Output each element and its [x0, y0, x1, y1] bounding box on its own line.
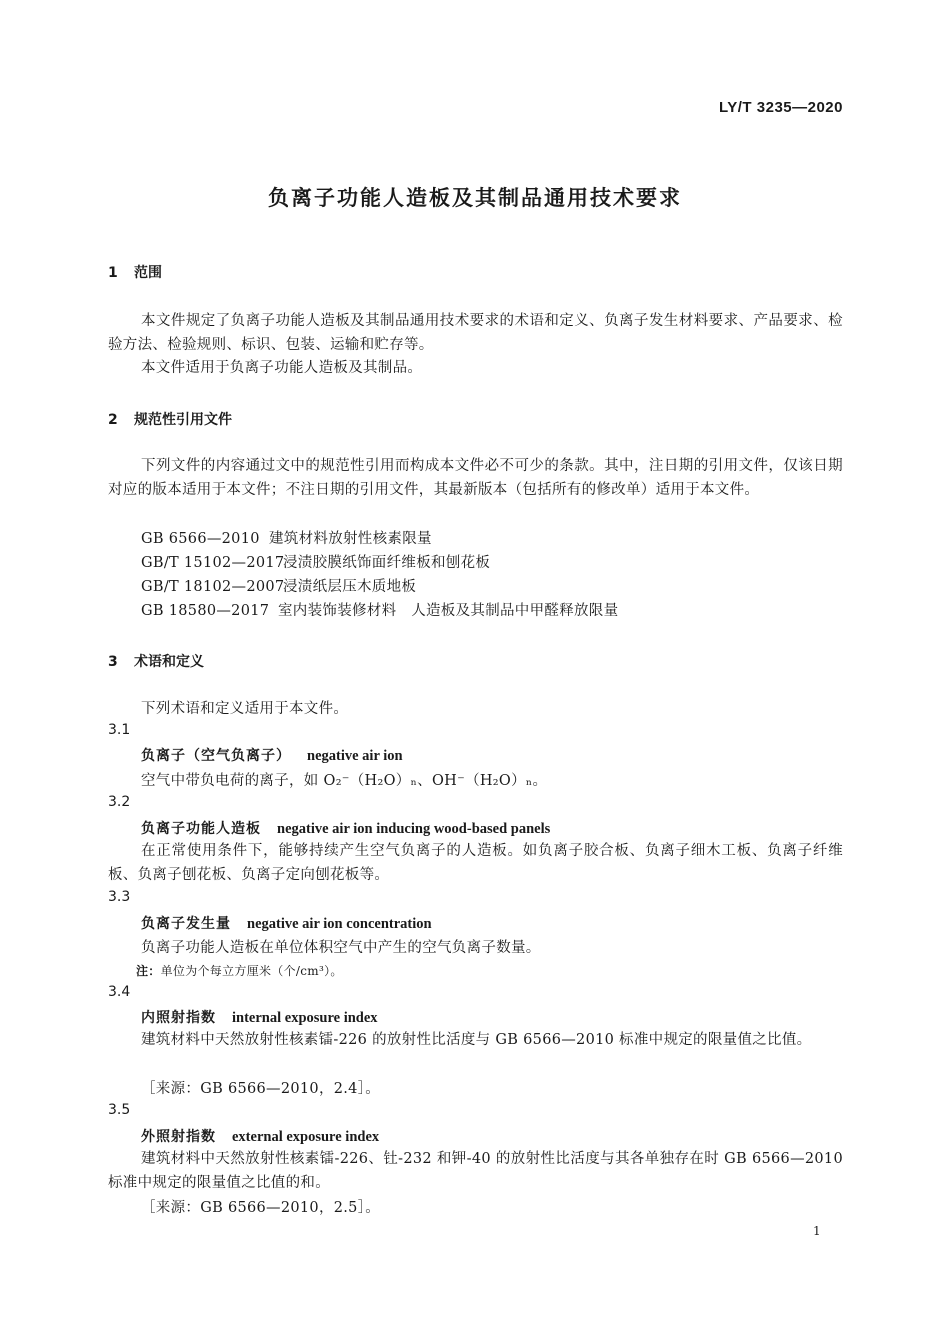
term-heading	[141, 745, 403, 765]
term-number: 3.5	[108, 1102, 131, 1118]
section-title: 规范性引用文件	[134, 412, 232, 428]
note-text: 单位为个每立方厘米（个/cm³）。	[160, 964, 343, 978]
reference-title: 浸渍胶膜纸饰面纤维板和刨花板	[283, 555, 491, 571]
terms-intro: 下列术语和定义适用于本文件。	[141, 701, 349, 717]
term-cn: 外照射指数	[141, 1129, 216, 1145]
term-en: internal exposure index	[232, 1010, 378, 1026]
term-number: 3.1	[108, 722, 131, 738]
reference-item	[141, 575, 416, 596]
section-number: 1	[108, 265, 118, 281]
term-cn: 负离子发生量	[141, 916, 231, 932]
standard-code: LY/T 3235—2020	[718, 99, 843, 116]
section-title: 术语和定义	[134, 654, 204, 670]
section-number: 2	[108, 412, 118, 428]
term-cn: 负离子（空气负离子）	[141, 748, 291, 764]
term-definition: 负离子功能人造板在单位体积空气中产生的空气负离子数量。	[141, 940, 541, 956]
term-cn: 负离子功能人造板	[141, 821, 261, 837]
note-label: 注：	[136, 964, 161, 978]
reference-title: 室内装饰装修材料 人造板及其制品中甲醛释放限量	[278, 603, 619, 619]
term-note	[136, 962, 343, 979]
reference-title: 浸渍纸层压木质地板	[283, 579, 417, 595]
reference-title: 建筑材料放射性核素限量	[269, 531, 432, 547]
scope-applicability: 本文件适用于负离子功能人造板及其制品。	[141, 360, 423, 376]
term-en: negative air ion inducing wood-based panels	[277, 821, 551, 837]
term-number: 3.3	[108, 889, 131, 905]
term-en: external exposure index	[232, 1129, 380, 1145]
normative-references-paragraph: 下列文件的内容通过文中的规范性引用而构成本文件必不可少的条款。其中，注日期的引用文件，仅该日期对应的版本适用于本文件；不注日期的引用文件，其最新版本（包括所有的修改单）适用于本文件。	[108, 458, 843, 498]
term-en: negative air ion concentration	[247, 916, 432, 932]
term-heading	[141, 1126, 379, 1146]
term-source: ［来源：GB 6566—2010，2.5］。	[141, 1200, 381, 1216]
page-number: 1	[813, 1224, 821, 1238]
reference-item	[141, 527, 432, 548]
section-title: 范围	[134, 265, 162, 281]
term-definition: 建筑材料中天然放射性核素镭-226、钍-232 和钾-40 的放射性比活度与其各单独存在时 GB 6566—2010 标准中规定的限量值之比值的和。	[108, 1151, 843, 1191]
reference-item	[141, 551, 490, 572]
reference-item	[141, 599, 618, 620]
reference-code: GB/T 18102—2007	[141, 579, 285, 595]
term-cn: 内照射指数	[141, 1010, 216, 1026]
document-title: 负离子功能人造板及其制品通用技术要求	[268, 186, 682, 210]
term-en: negative air ion	[307, 748, 403, 764]
section-1-heading	[108, 262, 162, 282]
reference-code: GB 18580—2017	[141, 603, 270, 619]
term-number: 3.4	[108, 984, 131, 1000]
term-definition: 建筑材料中天然放射性核素镭-226 的放射性比活度与 GB 6566—2010 标准中规定的限量值之比值。	[141, 1032, 812, 1048]
section-number: 3	[108, 654, 118, 670]
term-heading	[141, 1007, 378, 1027]
section-2-heading	[108, 409, 232, 429]
term-source: ［来源：GB 6566—2010，2.4］。	[141, 1081, 381, 1097]
reference-code: GB/T 15102—2017	[141, 555, 285, 571]
reference-code: GB 6566—2010	[141, 531, 260, 547]
section-3-heading	[108, 651, 204, 671]
term-definition: 空气中带负电荷的离子，如 O₂⁻（H₂O）ₙ、OH⁻（H₂O）ₙ。	[141, 773, 548, 789]
term-definition: 在正常使用条件下，能够持续产生空气负离子的人造板。如负离子胶合板、负离子细木工板、负离子纤维板、负离子刨花板、负离子定向刨花板等。	[108, 843, 843, 883]
term-heading	[141, 818, 550, 838]
term-heading	[141, 913, 432, 933]
term-number: 3.2	[108, 794, 131, 810]
scope-paragraph: 本文件规定了负离子功能人造板及其制品通用技术要求的术语和定义、负离子发生材料要求、产品要求、检验方法、检验规则、标识、包装、运输和贮存等。	[108, 313, 843, 353]
